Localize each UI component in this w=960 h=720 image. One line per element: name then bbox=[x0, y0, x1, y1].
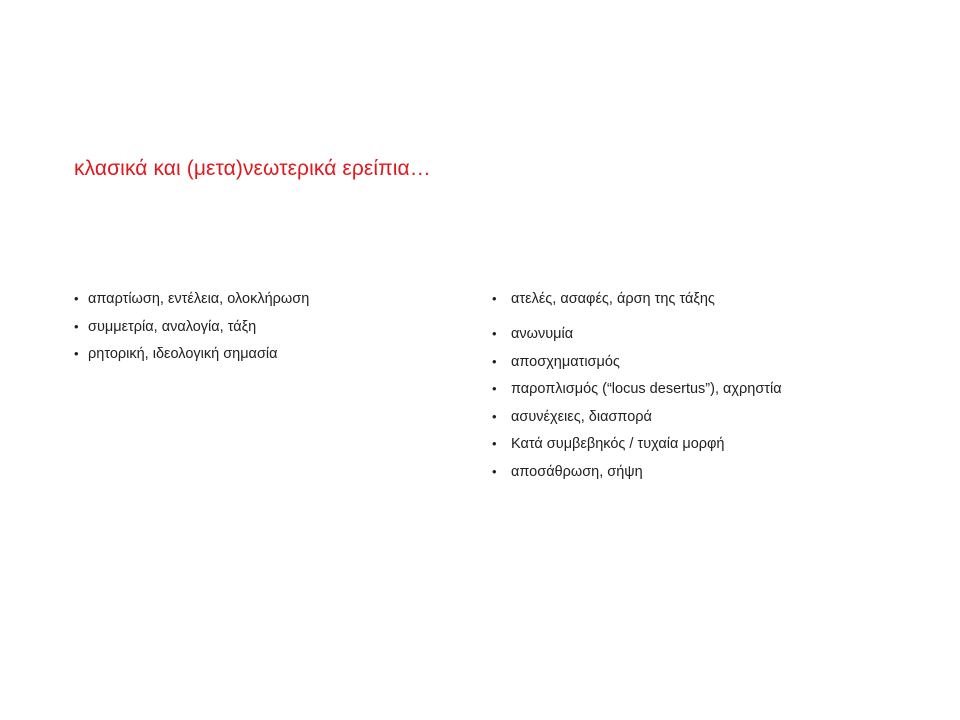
list-item bbox=[492, 407, 912, 435]
list-item-text: ρητορική, ιδεολογική σημασία bbox=[88, 346, 278, 362]
slide-title: κλασικά και (μετα)νεωτερικά ερείπια… bbox=[74, 157, 431, 180]
right-bullet-list bbox=[492, 289, 912, 489]
list-item bbox=[492, 352, 912, 380]
bullet-icon: • bbox=[492, 291, 497, 306]
list-item-text: ανωνυμία bbox=[511, 326, 574, 342]
bullet-icon: • bbox=[492, 381, 497, 396]
list-item bbox=[492, 324, 912, 352]
bullet-icon: • bbox=[74, 291, 79, 306]
list-item-text: συμμετρία, αναλογία, τάξη bbox=[88, 318, 257, 335]
list-item bbox=[492, 462, 912, 490]
list-item bbox=[74, 344, 454, 372]
bullet-icon: • bbox=[492, 463, 497, 479]
bullet-icon: • bbox=[74, 346, 79, 361]
bullet-icon: • bbox=[492, 353, 497, 369]
list-item bbox=[492, 434, 912, 462]
list-item bbox=[74, 317, 454, 345]
list-item-text: παροπλισμός (“locus desertus”), αχρηστία bbox=[511, 381, 782, 397]
list-item-text: Κατά συμβεβηκός / τυχαία μορφή bbox=[511, 436, 725, 452]
list-item-text: αποσάθρωση, σήψη bbox=[511, 463, 643, 480]
list-item-text: ατελές, ασαφές, άρση της τάξης bbox=[511, 291, 715, 307]
bullet-icon: • bbox=[492, 326, 497, 341]
list-item-text: απαρτίωση, εντέλεια, ολοκλήρωση bbox=[88, 291, 310, 307]
list-item bbox=[74, 289, 454, 317]
bullet-icon: • bbox=[492, 436, 497, 451]
bullet-icon: • bbox=[492, 408, 497, 424]
bullet-icon: • bbox=[74, 318, 79, 334]
list-item-text: ασυνέχειες, διασπορά bbox=[511, 408, 652, 425]
list-item bbox=[492, 379, 912, 407]
list-item bbox=[492, 289, 912, 324]
left-bullet-list bbox=[74, 289, 454, 372]
list-item-text: αποσχηματισμός bbox=[511, 353, 620, 370]
